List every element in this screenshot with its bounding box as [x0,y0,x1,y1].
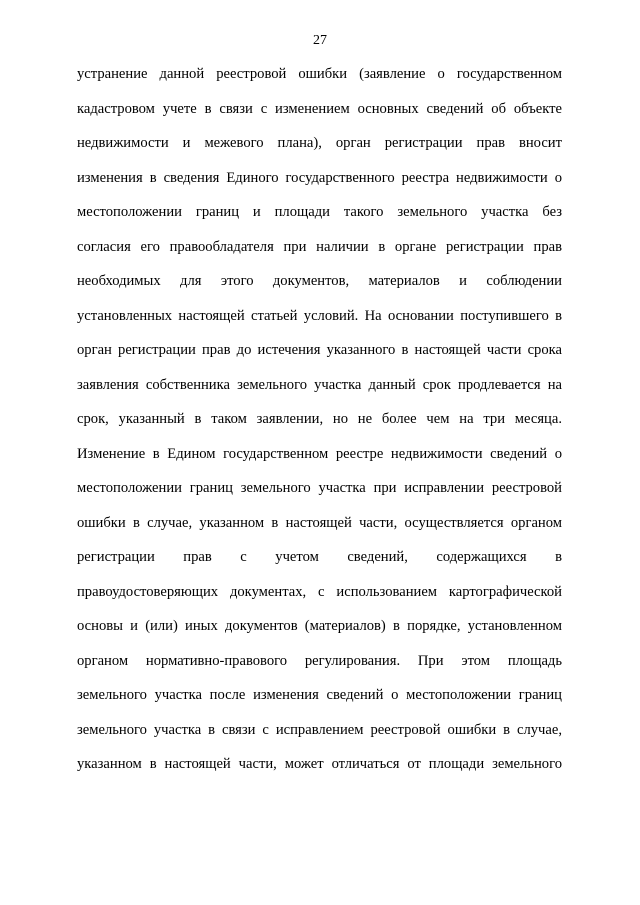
text-line: согласия его правообладателя при наличии в органе регистрации прав [77,238,562,255]
text-line: орган регистрации прав до истечения указанного в настоящей части срока [77,342,562,358]
text-line: срок, указанный в таком заявлении, но не более чем на три месяца. [77,411,562,427]
text-line: местоположении границ и площади такого земельного участка без [77,204,562,220]
text-line: изменения в сведения Единого государственного реестра недвижимости о [77,169,562,186]
text-line: устранение данной реестровой ошибки (заявление о государственном [77,66,562,82]
text-line: земельного участка после изменения сведений о местоположении границ [77,687,562,703]
text-line: местоположении границ земельного участка при исправлении реестровой [77,480,562,496]
text-line: недвижимости и межевого плана), орган регистрации прав вносит [77,135,562,151]
text-line: правоудостоверяющих документах, с использованием картографической [77,583,562,600]
text-line: земельного участка в связи с исправлением реестровой ошибки в случае, [77,721,562,738]
body-text [77,64,562,789]
text-line: органом нормативно-правового регулирования. При этом площадь [77,652,562,669]
text-line: необходимых для этого документов, материалов и соблюдении [77,273,562,289]
text-line: ошибки в случае, указанном в настоящей части, осуществляется органом [77,514,562,531]
text-line: Изменение в Едином государственном реестре недвижимости сведений о [77,445,562,462]
text-line: кадастровом учете в связи с изменением основных сведений об объекте [77,100,562,117]
page-number: 27 [313,33,327,48]
text-line: заявления собственника земельного участка данный срок продлевается на [77,376,562,393]
text-line: основы и (или) иных документов (материалов) в порядке, установленном [77,618,562,634]
text-line: установленных настоящей статьей условий. На основании поступившего в [77,307,562,324]
text-line: указанном в настоящей части, может отличаться от площади земельного [77,756,562,772]
text-line: регистрации прав с учетом сведений, содержащихся в [77,549,562,565]
